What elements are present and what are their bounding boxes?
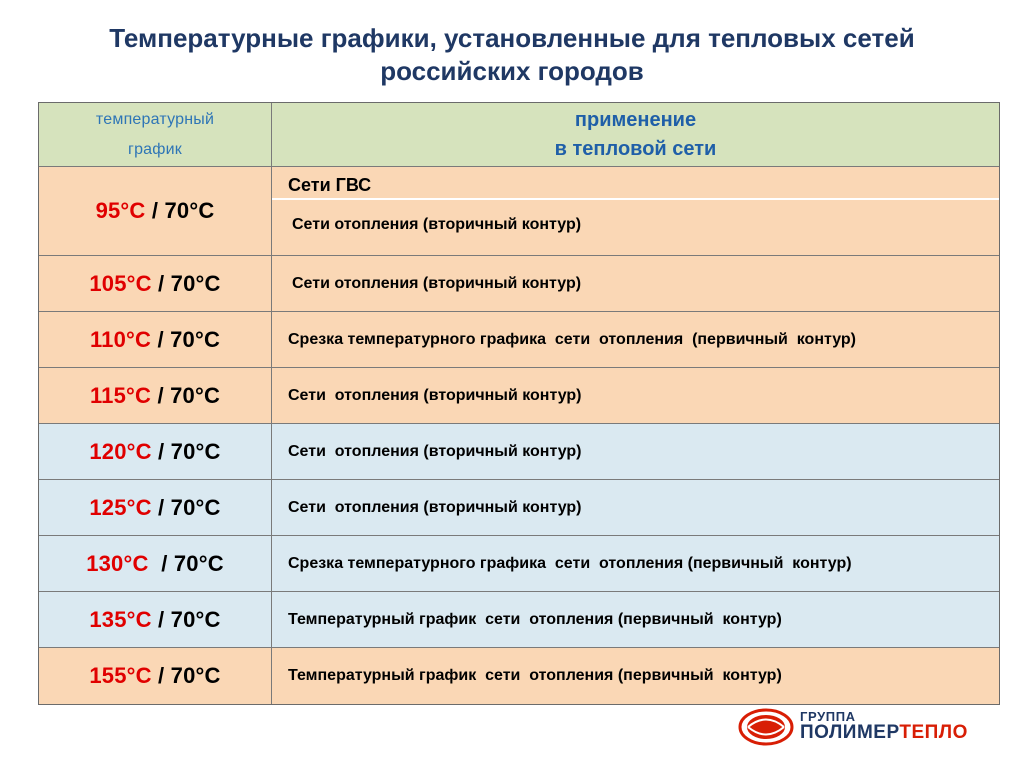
- row-divider: [272, 198, 999, 200]
- table-header-row: [39, 103, 999, 167]
- return-temperature: / 70°C: [148, 550, 224, 576]
- schedule-cell: [39, 536, 272, 591]
- title-line-1: Температурные графики, установленные для тепловых сетей: [109, 23, 915, 53]
- supply-temperature: 115°C: [89, 382, 152, 408]
- application-text: Температурный график сети отопления (первичный контур): [288, 610, 782, 628]
- schedule-cell: [39, 648, 272, 704]
- title-line-2: российских городов: [380, 56, 644, 86]
- application-cell: [272, 312, 999, 367]
- supply-temperature: 130°C: [86, 550, 149, 576]
- application-text: Сети отопления (вторичный контур): [292, 216, 582, 233]
- application-cell: [272, 536, 999, 591]
- schedule-cell: [39, 368, 272, 423]
- application-cell: [272, 256, 999, 311]
- table-row: [39, 648, 999, 704]
- schedule-cell: [39, 312, 272, 367]
- header-application: применение в тепловой сети: [554, 108, 717, 160]
- return-temperature: / 70°C: [151, 270, 221, 296]
- return-temperature: / 70°C: [151, 382, 221, 408]
- schedule-cell: [39, 424, 272, 479]
- return-temperature: / 70°C: [151, 326, 221, 352]
- header-schedule: температурный график: [39, 103, 272, 166]
- application-text: Температурный график сети отопления (первичный контур): [288, 667, 782, 684]
- table-row: [39, 312, 999, 368]
- application-cell: [272, 368, 999, 423]
- return-temperature: / 70°C: [145, 198, 215, 223]
- table-row: [39, 536, 999, 592]
- supply-temperature: 120°C: [89, 438, 152, 464]
- schedule-cell: [39, 167, 272, 255]
- application-text: Сети отопления (вторичный контур): [292, 274, 582, 292]
- application-text: Сети отопления (вторичный контур): [288, 498, 582, 516]
- logo-company-name: ПОЛИМЕРТЕПЛО: [800, 722, 968, 743]
- application-text: Сети ГВС: [288, 175, 372, 195]
- application-cell: [272, 648, 999, 704]
- supply-temperature: 135°C: [89, 606, 152, 632]
- application-text: Срезка температурного графика сети отопления (первичный контур): [288, 554, 852, 572]
- page-title: [0, 22, 1024, 88]
- table-row: [39, 424, 999, 480]
- polymerteplo-logo-icon: [738, 708, 794, 746]
- return-temperature: / 70°C: [151, 494, 221, 520]
- table-row: [39, 167, 999, 256]
- return-temperature: / 70°C: [151, 438, 221, 464]
- supply-temperature: 125°C: [89, 494, 152, 520]
- table-row: [39, 256, 999, 312]
- table-row: [39, 592, 999, 648]
- temperature-schedule-table: [38, 102, 1000, 705]
- logo-group-label: ГРУППА: [800, 709, 856, 724]
- table-row: [39, 480, 999, 536]
- schedule-cell: [39, 256, 272, 311]
- application-cell: [272, 480, 999, 535]
- supply-temperature: 110°C: [89, 326, 152, 352]
- application-cell: [272, 167, 999, 255]
- application-text: Сети отопления (вторичный контур): [288, 442, 582, 460]
- supply-temperature: 95°C: [95, 198, 146, 223]
- application-text: Сети отопления (вторичный контур): [288, 386, 582, 404]
- application-cell: [272, 592, 999, 647]
- application-cell: [272, 424, 999, 479]
- return-temperature: / 70°C: [151, 663, 221, 688]
- schedule-cell: [39, 480, 272, 535]
- table-row: [39, 368, 999, 424]
- supply-temperature: 105°C: [89, 270, 152, 296]
- supply-temperature: 155°C: [89, 663, 152, 688]
- application-text: Срезка температурного графика сети отопления (первичный контур): [288, 330, 856, 348]
- schedule-cell: [39, 592, 272, 647]
- company-logo: [738, 706, 988, 750]
- return-temperature: / 70°C: [151, 606, 221, 632]
